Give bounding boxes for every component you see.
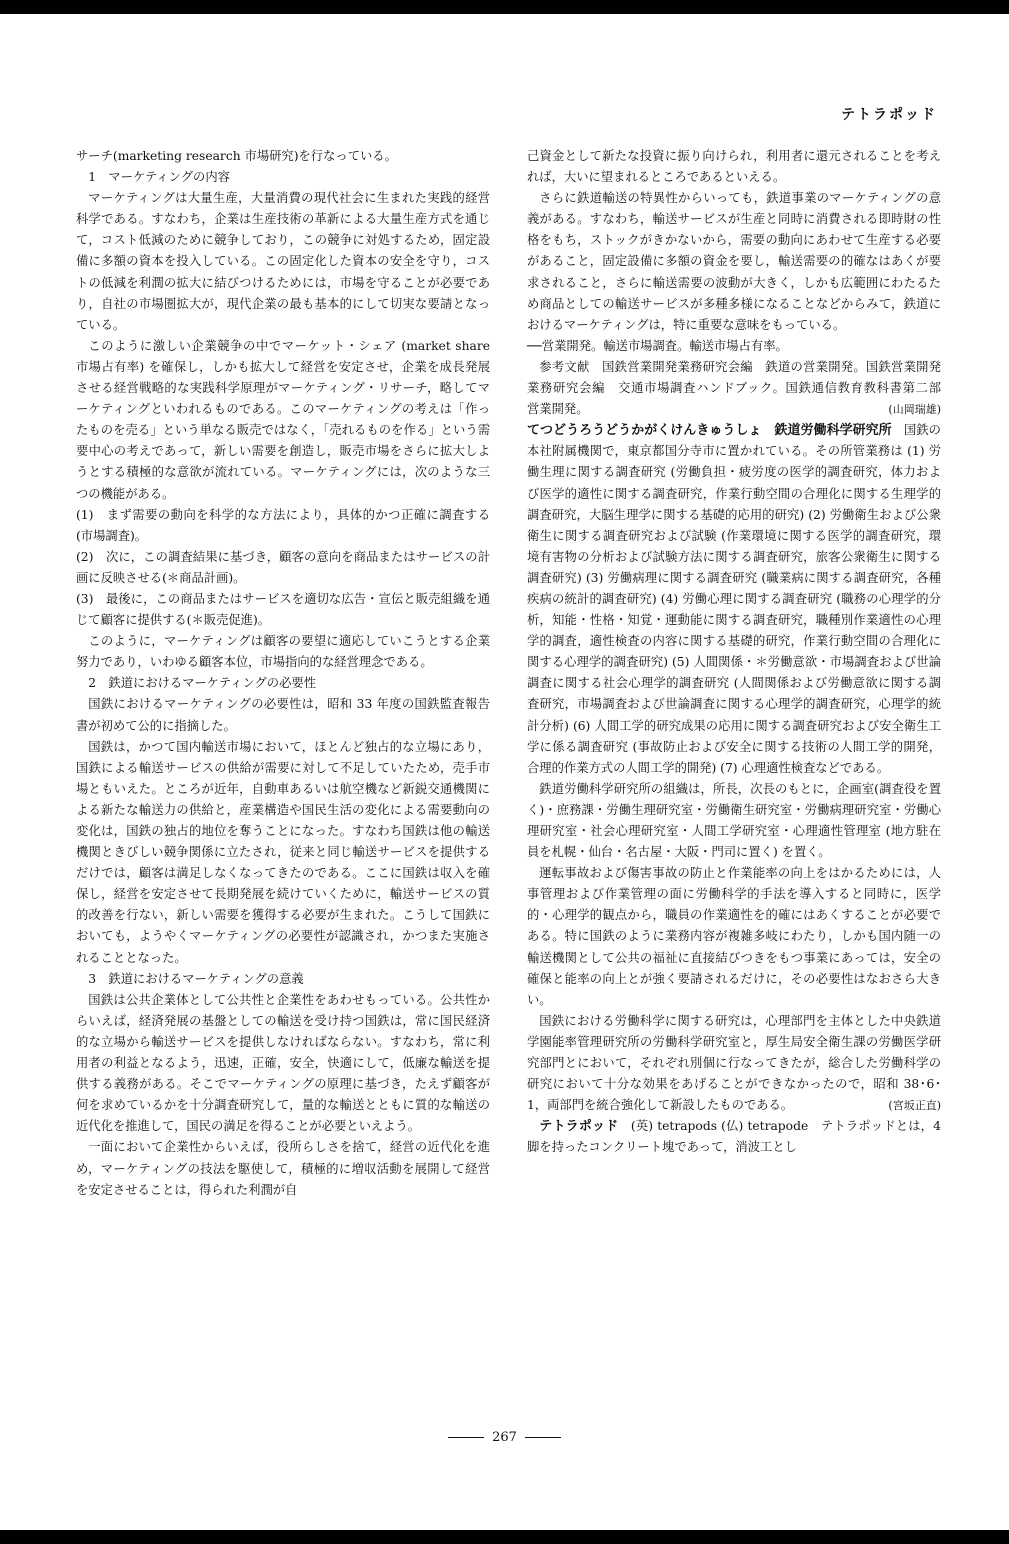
references-text: 参考文献 国鉄営業開発業務研究会編 鉄道の営業開発。国鉄営業開発業務研究会編 交通市場調査ハンドブック。国鉄通信教育教科書第二部 営業開発。 [527, 359, 954, 417]
page-rule-left [448, 1437, 484, 1438]
paragraph: マーケティングは大量生産，大量消費の現代社会に生まれた実践的経営科学である。すなわち，企業は生産技術の革新による大量生産方式を通じて，コスト低減のために競争しており，この競争に対処するため，固定設備に多額の資本を投入している。この固定化した資本の安全を守り，コストの低減を利潤の拡大に結びつけるためには，市場を守ることが必要であり，自社の市場圏拡大が，現代企業の最も基本的にして切実な要請となっている。 [76, 191, 490, 332]
paragraph-text: 国鉄における労働科学に関する研究は，心理部門を主体とした中央鉄道学園能率管理研究所の労働科学研究室と，厚生局安全衛生課の労働医学研究部門とにおいて，それぞれ別個に行なってきたが，総合した労働科学の研究において十分な効果をあげることができなかったので，昭和 38･6･1，両部門を統合強化して新設したものである。 [527, 1013, 941, 1113]
paragraph: このように激しい企業競争の中でマーケット・シェア (market share 市場占有率) を確保し，しかも拡大して経営を安定させ，企業を成長発展させる経営戦略的な実践科学原理がマーケティング・リサーチ，略してマーケティングといわれるものである。このマーケティングの考えは「作ったものを売る」という単なる販売ではなく，「売れるものを作る」という需要中心の考えであって，新しい需要を創造し，販売市場をさらに拡大しようとする積極的な意欲が流れている。マーケティングには，次のような三つの機能がある。 [76, 338, 490, 501]
list-item: (3) 最後に，この商品またはサービスを適切な広告・宣伝と販売組織を通じて顧客に提供する(＊販売促進)。 [76, 591, 490, 628]
page-rule-right [525, 1437, 561, 1438]
paragraph: このように，マーケティングは顧客の要望に適応していこうとする企業努力であり，いわゆる顧客本位，市場指向的な経営理念である。 [76, 634, 490, 670]
paragraph [527, 1011, 941, 1116]
section-heading: 1 マーケティングの内容 [88, 170, 230, 185]
entry-closing-block [527, 1011, 941, 1116]
paragraph: 鉄道労働科学研究所の組織は，所長，次長のもとに，企画室(調査役を置く)・庶務課・労働生理研究室・労働衛生研究室・労働病理研究室・労働心理研究室・社会心理研究室・人間工学研究室・心理適性管理室 (地方駐在員を札幌・仙台・名古屋・大阪・門司に置く) を置く。 [527, 781, 941, 860]
running-header: テトラポッド [841, 107, 937, 123]
paragraph: 国鉄は，かつて国内輸送市場において，ほとんど独占的な立場にあり，国鉄による輸送サービスの供給が需要に対して不足していたため，売手市場ともいえた。ところが近年，自動車あるいは航空機など新鋭交通機関による新たな輸送力の供給と，産業構造や国民生活の変化による需要動向の変化は，国鉄の独占的地位を奪うことになった。すなわち国鉄は他の輸送機関ときびしい競争関係に立たされ，従来と同じ輸送サービスを提供するだけでは，顧客は満足しなくなってきたのである。ここに国鉄は収入を確保し，経営を安定させて長期発展を続けていくために，輸送サービスの質的改善を行ない，新しい需要を獲得する必要が生まれた。こうして国鉄においても，ようやくマーケティングの必要性が認識され，かつまた実施されることとなった。 [76, 739, 490, 965]
top-border-bar [0, 0, 1009, 14]
left-column [76, 146, 490, 1201]
list-item: (2) 次に，この調査結果に基づき，顧客の意向を商品またはサービスの計画に反映させる(＊商品計画)。 [76, 549, 490, 585]
entry-headword: テトラポッド [539, 1119, 619, 1135]
references [527, 357, 954, 420]
paragraph: 一面において企業性からいえば，役所らしさを捨て，経営の近代化を進め，マーケティングの技法を駆使して，積極的に増収活動を展開して経営を安定させることは，得られた利潤が自 [76, 1140, 490, 1197]
section-heading: 2 鉄道におけるマーケティングの必要性 [88, 676, 316, 691]
paragraph: 国鉄におけるマーケティングの必要性は，昭和 33 年度の国鉄監査報告書が初めて公的に指摘した。 [76, 697, 490, 733]
paragraph: 運転事故および傷害事故の防止と作業能率の向上をはかるためには，人事管理および作業管理の面に労働科学的手法を導入すると同時に，医学的・心理学的観点から，職員の作業適性を的確にはあくすることが必要である。特に国鉄のように業務内容が複雑多岐にわたり，しかも国内随一の輸送機関として公共の福祉に直接結びつきをもつ事業にあっては，安全の確保と能率の向上とが強く要請されるだけに，その必要性はなおさら大きい。 [527, 866, 941, 1007]
entry-headword: てつどうろうどうかがくけんきゅうしょ 鉄道労働科学研究所 [527, 423, 892, 439]
references-block [527, 357, 954, 420]
author-credit: (山岡瑞雄) [888, 403, 941, 417]
paragraph: 国鉄は公共企業体として公共性と企業性をあわせもっている。公共性からいえば，経済発展の基盤としての輸送を受け持つ国鉄は，常に国民経済的な立場から輸送サービスを提供しなければならない。すなわち，常に利用者の利益となるよう，迅速，正確，安全，快適にして，低廉な輸送を提供する義務がある。そこでマーケティングの原理に基づき，たえず顧客が何を求めているかを十分調査研究して，量的な輸送とともに質的な輸送の近代化を推進して，国民の満足を得ることが必要といえよう。 [76, 992, 490, 1134]
list-item: (1) まず需要の動向を科学的な方法により，具体的かつ正確に調査する(市場調査)。 [76, 507, 490, 543]
entry-text: (英) tetrapods (仏) tetrapode テトラポッドとは，4 脚を持ったコンクリート塊であって，消波工とし [527, 1119, 941, 1155]
cross-reference: ──営業開発。輸送市場調査。輸送市場占有率。 [527, 338, 788, 353]
paragraph: サーチ(marketing research 市場研究)を行なっている。 [76, 149, 397, 163]
paragraph: 己資金として新たな投資に振り向けられ，利用者に還元されることを考えれば，大いに望まれるところであるといえる。 [527, 149, 941, 185]
paragraph: さらに鉄道輸送の特異性からいっても，鉄道事業のマーケティングの意義がある。すなわち，輸送サービスが生産と同時に消費される即時財の性格をもち，ストックがきかないから，需要の動向にあわせて生産する必要があること，固定設備に多額の資金を要し，輸送需要の的確なはあくが要求されること，さらに輸送需要の波動が大きく，しかも広範囲にわたるため商品としての輸送サービスが多種多様になることなどからみて，鉄道におけるマーケティングは，特に重要な意味をもっている。 [527, 191, 941, 332]
entry-paragraph [527, 420, 941, 779]
entry-text: 国鉄の本社附属機関で，東京都国分寺市に置かれている。その所管業務は (1) 労働生理に関する調査研究 (労働負担・疲労度の医学的調査研究，体力および医学的適性に関する調査研究，作業行動空間の合理化に関する生理学的調査研究，大脳生理学に関する基礎的応用的研究) (2) 労働衛生および公衆衛生に関する調査研究および試験 (作業環境に関する医学的調査研究，環境有害物の分析および試験方法に関する調査研究，旅客公衆衛生に関する調査研究) (3) 労働病理に関する調査研究 (職業病に関する調査研究，各種疾病の統計的調査研究) (4) 労働心理に関する調査研究 (職務の心理学的分析，知能・性格・知覚・運動能に関する調査研究，職種別作業適性の心理学的調査，適性検査の内容に関する基礎的研究，作業行動空間の合理化に関する心理学的調査研究) (5) 人間関係・＊労働意欲・市場調査および世論調査に関する社会心理学的調査研究 (人間関係および労働意欲に関する調査研究，市場調査および世論調査に関する心理学的調査研究，心理学的統計分析) (6) 人間工学的研究成果の応用に関する調査研究および安全衛生工学に係る調査研究 (事故防止および安全に関する技術の人間工学的開発，合理的作業方式の人間工学的開発) (7) 心理適性検査などである。 [527, 423, 941, 775]
entry-paragraph [527, 1116, 941, 1158]
author-credit: (宮坂正直) [888, 1099, 941, 1113]
right-column [527, 146, 954, 1159]
page-number-text: 267 [492, 1430, 517, 1445]
page-number [0, 1430, 1009, 1445]
bottom-border-bar [0, 1530, 1009, 1544]
section-heading: 3 鉄道におけるマーケティングの意義 [88, 971, 304, 986]
